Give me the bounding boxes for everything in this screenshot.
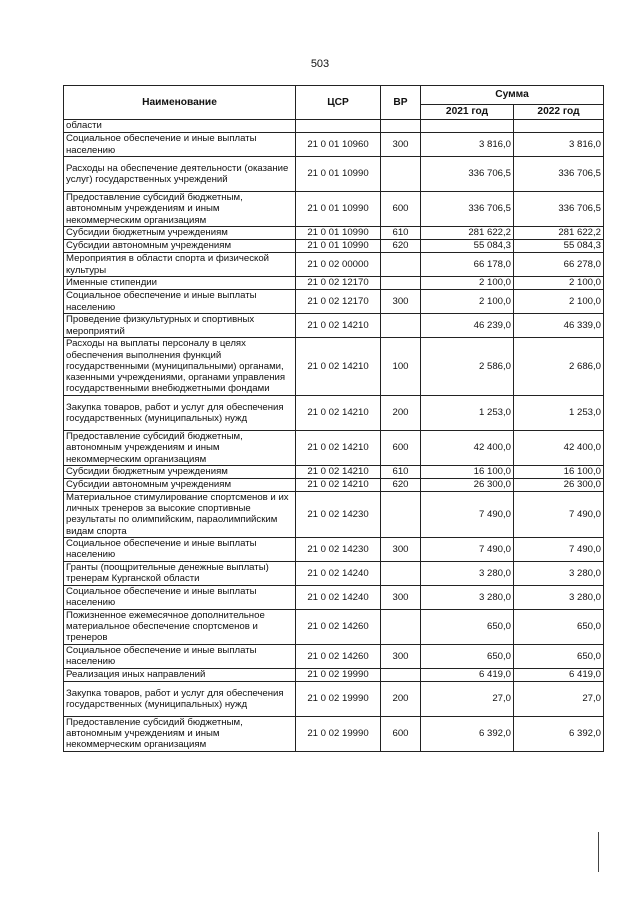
row-sum-2021-cell: 2 100,0 xyxy=(421,290,514,314)
row-sum-2022-cell: 6 419,0 xyxy=(514,668,604,681)
row-vr-cell: 620 xyxy=(381,479,421,492)
row-sum-2022-cell xyxy=(514,120,604,133)
row-sum-2022-cell: 650,0 xyxy=(514,609,604,644)
row-sum-2021-cell: 650,0 xyxy=(421,609,514,644)
row-csr-cell: 21 0 02 19990 xyxy=(296,681,381,716)
row-csr-cell: 21 0 02 19990 xyxy=(296,716,381,751)
row-vr-cell xyxy=(381,157,421,192)
row-sum-2021-cell: 650,0 xyxy=(421,644,514,668)
row-name-cell: Социальное обеспечение и иные выплаты населению xyxy=(64,133,296,157)
row-vr-cell: 200 xyxy=(381,396,421,431)
row-csr-cell: 21 0 02 14230 xyxy=(296,537,381,561)
row-csr-cell: 21 0 01 10990 xyxy=(296,157,381,192)
row-vr-cell xyxy=(381,492,421,538)
row-csr-cell: 21 0 02 19990 xyxy=(296,668,381,681)
table-row xyxy=(64,240,604,253)
row-sum-2022-cell: 7 490,0 xyxy=(514,492,604,538)
table-row xyxy=(64,396,604,431)
row-name-cell: Предоставление субсидий бюджетным, автономным учреждениям и иным некоммерческим организациям xyxy=(64,716,296,751)
table-row xyxy=(64,120,604,133)
row-sum-2022-cell: 66 278,0 xyxy=(514,253,604,277)
row-sum-2021-cell: 6 419,0 xyxy=(421,668,514,681)
row-name-cell: Расходы на выплаты персоналу в целях обеспечения выполнения функций государственными (муниципальными) органами, казенными учреждениями, органами управления государственными внебюджетными фондами xyxy=(64,338,296,396)
row-vr-cell xyxy=(381,120,421,133)
row-csr-cell: 21 0 02 14230 xyxy=(296,492,381,538)
row-sum-2022-cell: 26 300,0 xyxy=(514,479,604,492)
row-sum-2022-cell: 3 816,0 xyxy=(514,133,604,157)
table-row xyxy=(64,537,604,561)
row-vr-cell: 300 xyxy=(381,644,421,668)
row-vr-cell xyxy=(381,668,421,681)
row-name-cell: Предоставление субсидий бюджетным, автономным учреждениям и иным некоммерческим организациям xyxy=(64,431,296,466)
table-row xyxy=(64,681,604,716)
table-body xyxy=(64,120,604,752)
row-name-cell: Социальное обеспечение и иные выплаты населению xyxy=(64,585,296,609)
row-vr-cell: 300 xyxy=(381,133,421,157)
row-sum-2022-cell: 46 339,0 xyxy=(514,314,604,338)
row-sum-2022-cell: 6 392,0 xyxy=(514,716,604,751)
row-vr-cell xyxy=(381,561,421,585)
table-row xyxy=(64,314,604,338)
row-sum-2021-cell: 7 490,0 xyxy=(421,537,514,561)
row-csr-cell: 21 0 01 10990 xyxy=(296,192,381,227)
table-row xyxy=(64,290,604,314)
row-sum-2021-cell: 16 100,0 xyxy=(421,466,514,479)
row-name-cell: Проведение физкультурных и спортивных мероприятий xyxy=(64,314,296,338)
row-sum-2021-cell: 46 239,0 xyxy=(421,314,514,338)
row-sum-2021-cell: 281 622,2 xyxy=(421,227,514,240)
row-sum-2021-cell: 26 300,0 xyxy=(421,479,514,492)
row-sum-2021-cell: 42 400,0 xyxy=(421,431,514,466)
row-sum-2022-cell: 2 686,0 xyxy=(514,338,604,396)
row-name-cell: Субсидии бюджетным учреждениям xyxy=(64,466,296,479)
row-sum-2021-cell: 2 586,0 xyxy=(421,338,514,396)
row-sum-2021-cell: 1 253,0 xyxy=(421,396,514,431)
row-vr-cell: 300 xyxy=(381,585,421,609)
row-vr-cell: 610 xyxy=(381,227,421,240)
row-vr-cell: 300 xyxy=(381,290,421,314)
row-vr-cell: 300 xyxy=(381,537,421,561)
row-name-cell: Закупка товаров, работ и услуг для обеспечения государственных (муниципальных) нужд xyxy=(64,681,296,716)
table-row xyxy=(64,253,604,277)
row-name-cell: области xyxy=(64,120,296,133)
row-name-cell: Реализация иных направлений xyxy=(64,668,296,681)
row-sum-2022-cell: 1 253,0 xyxy=(514,396,604,431)
table-row xyxy=(64,227,604,240)
row-sum-2021-cell: 336 706,5 xyxy=(421,192,514,227)
row-sum-2022-cell: 3 280,0 xyxy=(514,561,604,585)
row-csr-cell: 21 0 02 12170 xyxy=(296,290,381,314)
table-row xyxy=(64,585,604,609)
table-row xyxy=(64,157,604,192)
row-name-cell: Пожизненное ежемесячное дополнительное материальное обеспечение спортсменов и тренеров xyxy=(64,609,296,644)
row-csr-cell: 21 0 02 14260 xyxy=(296,644,381,668)
table-row xyxy=(64,466,604,479)
header-sum: Сумма xyxy=(421,86,604,105)
row-vr-cell xyxy=(381,609,421,644)
row-vr-cell: 620 xyxy=(381,240,421,253)
row-csr-cell xyxy=(296,120,381,133)
row-csr-cell: 21 0 02 14260 xyxy=(296,609,381,644)
row-csr-cell: 21 0 02 14210 xyxy=(296,466,381,479)
row-vr-cell: 200 xyxy=(381,681,421,716)
row-name-cell: Мероприятия в области спорта и физической культуры xyxy=(64,253,296,277)
row-csr-cell: 21 0 02 14210 xyxy=(296,431,381,466)
row-sum-2022-cell: 16 100,0 xyxy=(514,466,604,479)
row-sum-2021-cell: 66 178,0 xyxy=(421,253,514,277)
row-csr-cell: 21 0 01 10960 xyxy=(296,133,381,157)
row-csr-cell: 21 0 02 12170 xyxy=(296,277,381,290)
row-name-cell: Субсидии автономным учреждениям xyxy=(64,240,296,253)
row-sum-2021-cell: 7 490,0 xyxy=(421,492,514,538)
row-name-cell: Социальное обеспечение и иные выплаты населению xyxy=(64,644,296,668)
row-sum-2022-cell: 336 706,5 xyxy=(514,157,604,192)
row-sum-2022-cell: 3 280,0 xyxy=(514,585,604,609)
row-csr-cell: 21 0 01 10990 xyxy=(296,240,381,253)
table-row xyxy=(64,479,604,492)
row-name-cell: Расходы на обеспечение деятельности (оказание услуг) государственных учреждений xyxy=(64,157,296,192)
table-row xyxy=(64,133,604,157)
margin-mark xyxy=(598,832,599,872)
table-row xyxy=(64,644,604,668)
table-row xyxy=(64,716,604,751)
row-vr-cell: 600 xyxy=(381,192,421,227)
row-name-cell: Гранты (поощрительные денежные выплаты) тренерам Курганской области xyxy=(64,561,296,585)
row-sum-2021-cell: 3 280,0 xyxy=(421,561,514,585)
row-csr-cell: 21 0 01 10990 xyxy=(296,227,381,240)
table-row xyxy=(64,561,604,585)
row-csr-cell: 21 0 02 14210 xyxy=(296,314,381,338)
row-name-cell: Субсидии автономным учреждениям xyxy=(64,479,296,492)
row-name-cell: Закупка товаров, работ и услуг для обеспечения государственных (муниципальных) нужд xyxy=(64,396,296,431)
row-sum-2021-cell: 3 816,0 xyxy=(421,133,514,157)
table-row xyxy=(64,338,604,396)
table-row xyxy=(64,609,604,644)
row-csr-cell: 21 0 02 14240 xyxy=(296,561,381,585)
header-name: Наименование xyxy=(64,86,296,120)
row-sum-2021-cell: 2 100,0 xyxy=(421,277,514,290)
row-csr-cell: 21 0 02 14240 xyxy=(296,585,381,609)
table-row xyxy=(64,277,604,290)
row-csr-cell: 21 0 02 14210 xyxy=(296,396,381,431)
row-vr-cell xyxy=(381,253,421,277)
table-row xyxy=(64,431,604,466)
header-year-2022: 2022 год xyxy=(514,105,604,120)
row-vr-cell: 100 xyxy=(381,338,421,396)
header-vr: ВР xyxy=(381,86,421,120)
table-row xyxy=(64,192,604,227)
row-sum-2022-cell: 55 084,3 xyxy=(514,240,604,253)
row-sum-2022-cell: 336 706,5 xyxy=(514,192,604,227)
table-row xyxy=(64,668,604,681)
row-sum-2022-cell: 42 400,0 xyxy=(514,431,604,466)
row-vr-cell: 600 xyxy=(381,431,421,466)
row-sum-2021-cell: 6 392,0 xyxy=(421,716,514,751)
row-name-cell: Социальное обеспечение и иные выплаты населению xyxy=(64,290,296,314)
row-name-cell: Предоставление субсидий бюджетным, автономным учреждениям и иным некоммерческим организациям xyxy=(64,192,296,227)
row-csr-cell: 21 0 02 14210 xyxy=(296,479,381,492)
table-row xyxy=(64,492,604,538)
header-csr: ЦСР xyxy=(296,86,381,120)
row-sum-2022-cell: 281 622,2 xyxy=(514,227,604,240)
row-sum-2021-cell: 27,0 xyxy=(421,681,514,716)
row-sum-2021-cell xyxy=(421,120,514,133)
row-sum-2022-cell: 7 490,0 xyxy=(514,537,604,561)
budget-table xyxy=(63,85,604,752)
row-sum-2022-cell: 2 100,0 xyxy=(514,290,604,314)
row-sum-2021-cell: 55 084,3 xyxy=(421,240,514,253)
row-sum-2022-cell: 27,0 xyxy=(514,681,604,716)
row-csr-cell: 21 0 02 14210 xyxy=(296,338,381,396)
row-vr-cell: 600 xyxy=(381,716,421,751)
row-name-cell: Именные стипендии xyxy=(64,277,296,290)
row-sum-2022-cell: 650,0 xyxy=(514,644,604,668)
row-vr-cell xyxy=(381,314,421,338)
row-vr-cell xyxy=(381,277,421,290)
row-sum-2021-cell: 3 280,0 xyxy=(421,585,514,609)
row-name-cell: Материальное стимулирование спортсменов и их личных тренеров за высокие спортивные результаты по олимпийским, параолимпийским видам спорта xyxy=(64,492,296,538)
row-name-cell: Социальное обеспечение и иные выплаты населению xyxy=(64,537,296,561)
header-year-2021: 2021 год xyxy=(421,105,514,120)
row-sum-2021-cell: 336 706,5 xyxy=(421,157,514,192)
row-name-cell: Субсидии бюджетным учреждениям xyxy=(64,227,296,240)
row-vr-cell: 610 xyxy=(381,466,421,479)
row-csr-cell: 21 0 02 00000 xyxy=(296,253,381,277)
page-number: 503 xyxy=(310,58,330,70)
row-sum-2022-cell: 2 100,0 xyxy=(514,277,604,290)
